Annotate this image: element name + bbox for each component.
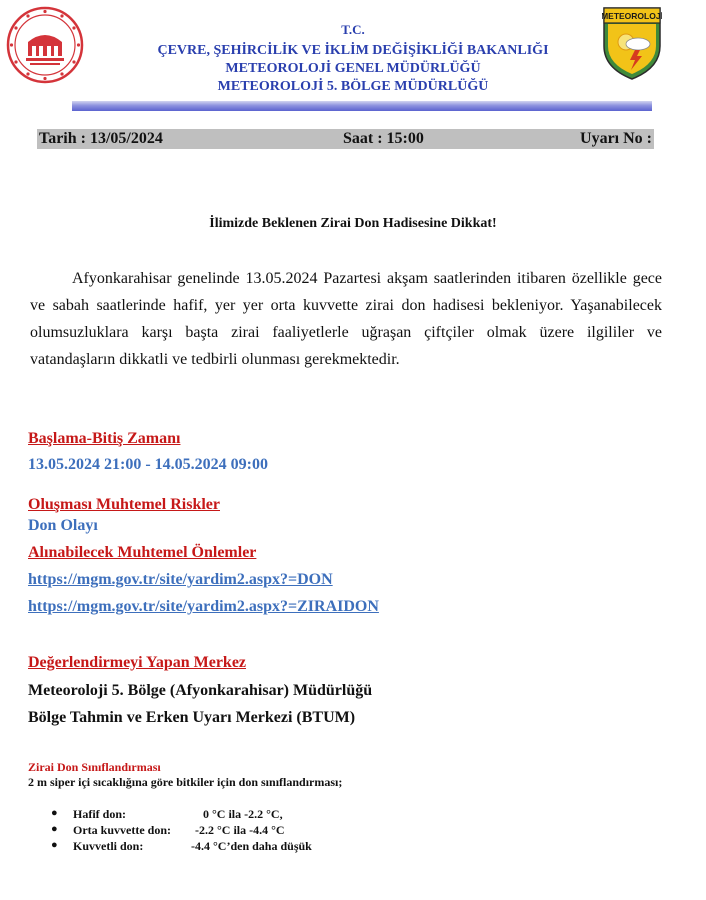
frost-classification-title: Zirai Don Sınıflandırması <box>28 760 161 774</box>
time-label: Saat : 15:00 <box>343 130 424 147</box>
evaluating-center-line1: Meteoroloji 5. Bölge (Afyonkarahisar) Müdürlüğü <box>28 682 373 699</box>
precaution-link-ziraidon[interactable]: https://mgm.gov.tr/site/yardim2.aspx?=ZIRAIDON <box>28 598 379 615</box>
frost-class-name: Orta kuvvette don: <box>73 823 171 837</box>
regional-directorate: METEOROLOJİ 5. BÖLGE MÜDÜRLÜĞÜ <box>217 79 489 94</box>
ministry-name: ÇEVRE, ŞEHİRCİLİK VE İKLİM DEĞİŞİKLİĞİ BAKANLIĞI <box>157 43 549 58</box>
date-label: Tarih : 13/05/2024 <box>39 130 163 147</box>
possible-risks-value: Don Olayı <box>28 517 98 534</box>
header-divider <box>72 101 652 111</box>
evaluating-center-title: Değerlendirmeyi Yapan Merkez <box>28 654 247 671</box>
start-end-time-title: Başlama-Bitiş Zamanı <box>28 430 181 447</box>
meteoroloji-logo-text: METEOROLOJİ <box>602 11 662 21</box>
header-tc: T.C. <box>341 22 365 37</box>
bullet-icon: ● <box>51 807 58 819</box>
frost-classification-description: 2 m siper içi sıcaklığına göre bitkiler için don sınıflandırması; <box>28 775 343 789</box>
frost-class-range: -2.2 °C ila -4.4 °C <box>195 823 285 837</box>
start-end-time-value: 13.05.2024 21:00 - 14.05.2024 09:00 <box>28 456 268 473</box>
bullet-icon: ● <box>51 839 58 851</box>
warning-headline: İlimizde Beklenen Zirai Don Hadisesine Dikkat! <box>209 216 497 231</box>
warning-number-label: Uyarı No : <box>580 130 652 147</box>
frost-class-name: Kuvvetli don: <box>73 839 144 853</box>
general-directorate: METEOROLOJİ GENEL MÜDÜRLÜĞÜ <box>225 61 481 76</box>
possible-risks-title: Oluşması Muhtemel Riskler <box>28 496 220 513</box>
frost-class-name: Hafif don: <box>73 807 127 821</box>
precautions-title: Alınabilecek Muhtemel Önlemler <box>28 544 257 561</box>
precaution-link-don[interactable]: https://mgm.gov.tr/site/yardim2.aspx?=DON <box>28 571 333 588</box>
evaluating-center-line2: Bölge Tahmin ve Erken Uyarı Merkezi (BTUM) <box>28 709 356 726</box>
frost-class-range: -4.4 °C’den daha düşük <box>191 839 312 853</box>
frost-class-range: 0 °C ila -2.2 °C, <box>203 807 283 821</box>
warning-body: Afyonkarahisar genelinde 13.05.2024 Pazartesi akşam saatlerinden itibaren özellikle gece ve sabah saatlerinde hafif, yer yer orta kuvvette zirai don hadisesi bekleniyor. Yaşanabilecek olumsuzluklara karşı başta zirai faaliyetlerle uğraşan çiftçiler olmak üzere ilgililer ve vatandaşların dikkatli ve tedbirli olunması gerekmektedir. <box>30 270 662 368</box>
meteoroloji-logo <box>602 6 662 81</box>
info-bar <box>37 129 654 149</box>
bullet-icon: ● <box>51 823 58 835</box>
